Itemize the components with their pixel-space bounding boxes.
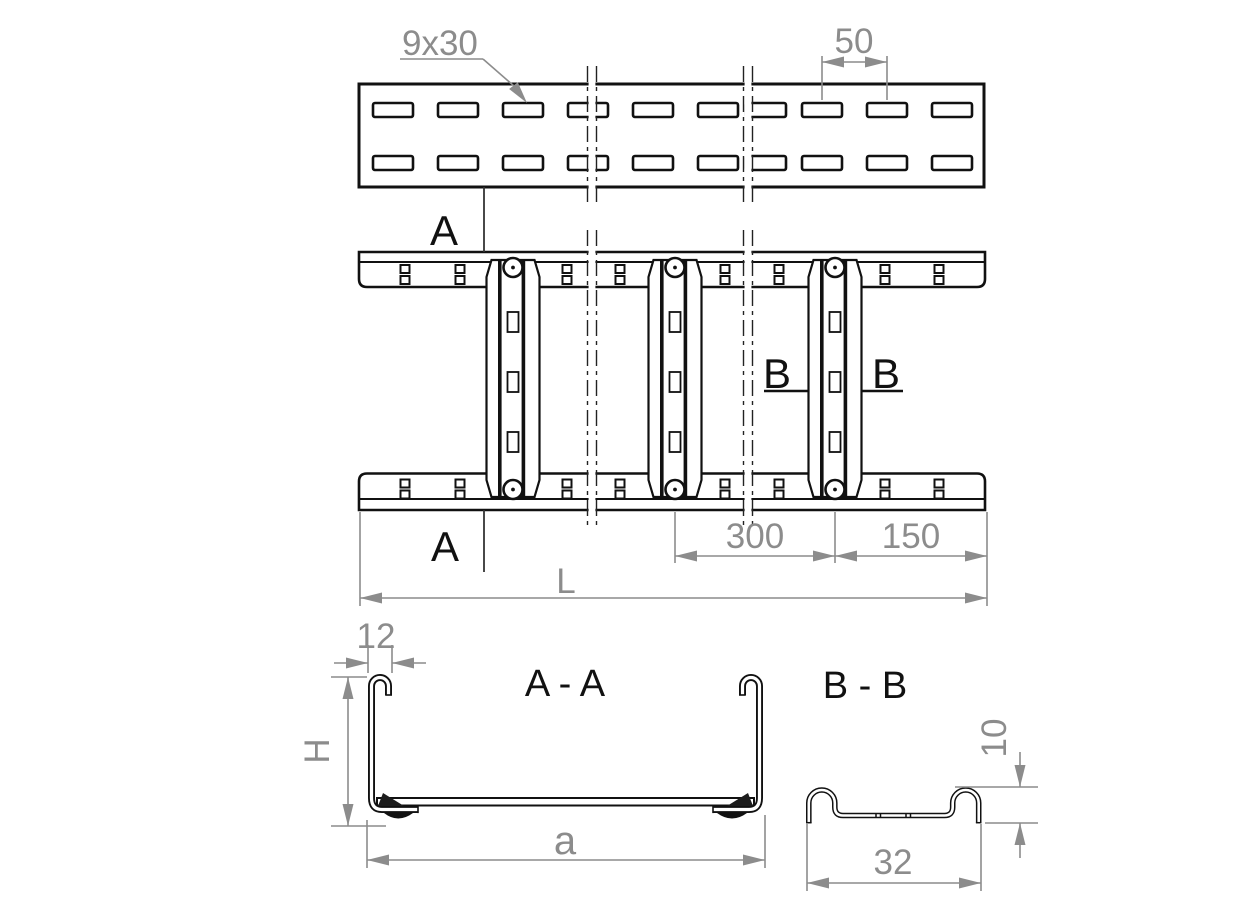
total-length-label: L <box>556 562 576 601</box>
rung-3 <box>809 258 862 499</box>
ladder-plan-view <box>359 187 987 606</box>
rail-outline <box>359 84 984 187</box>
rung-height-label: 10 <box>975 718 1014 758</box>
section-bb-title: B - B <box>822 665 908 707</box>
break-gap <box>589 80 596 191</box>
dim-10-lines <box>955 752 1038 858</box>
section-a-label-top: A <box>429 207 459 254</box>
section-a-label-bottom: A <box>430 523 460 570</box>
rung-1 <box>487 258 540 499</box>
rung-width-label: 32 <box>873 843 913 882</box>
section-b-label-right: B <box>871 350 901 397</box>
section-aa-view <box>298 617 765 868</box>
break-gap <box>745 80 752 191</box>
rail-profile-left <box>372 678 419 810</box>
end-spacing-label: 150 <box>881 517 941 556</box>
inner-width-label: a <box>553 819 577 863</box>
flange-width-label: 12 <box>356 617 396 656</box>
rung-spacing-label: 300 <box>725 517 785 556</box>
foot-right <box>717 813 747 819</box>
profile-end-caps <box>385 695 746 813</box>
rung-2 <box>649 258 702 499</box>
section-b-label-left: B <box>762 350 792 397</box>
height-label: H <box>298 738 337 764</box>
rung-section-bar <box>377 798 754 806</box>
foot-left <box>384 813 413 819</box>
hole-pitch-label: 50 <box>834 22 874 61</box>
rail-profile-right <box>713 678 760 810</box>
slot-size-label: 9x30 <box>402 24 478 63</box>
leader-line <box>483 59 514 86</box>
section-aa-title: A - A <box>524 663 606 705</box>
section-bb-view <box>806 665 1038 891</box>
side-rail-top-view <box>359 22 984 204</box>
